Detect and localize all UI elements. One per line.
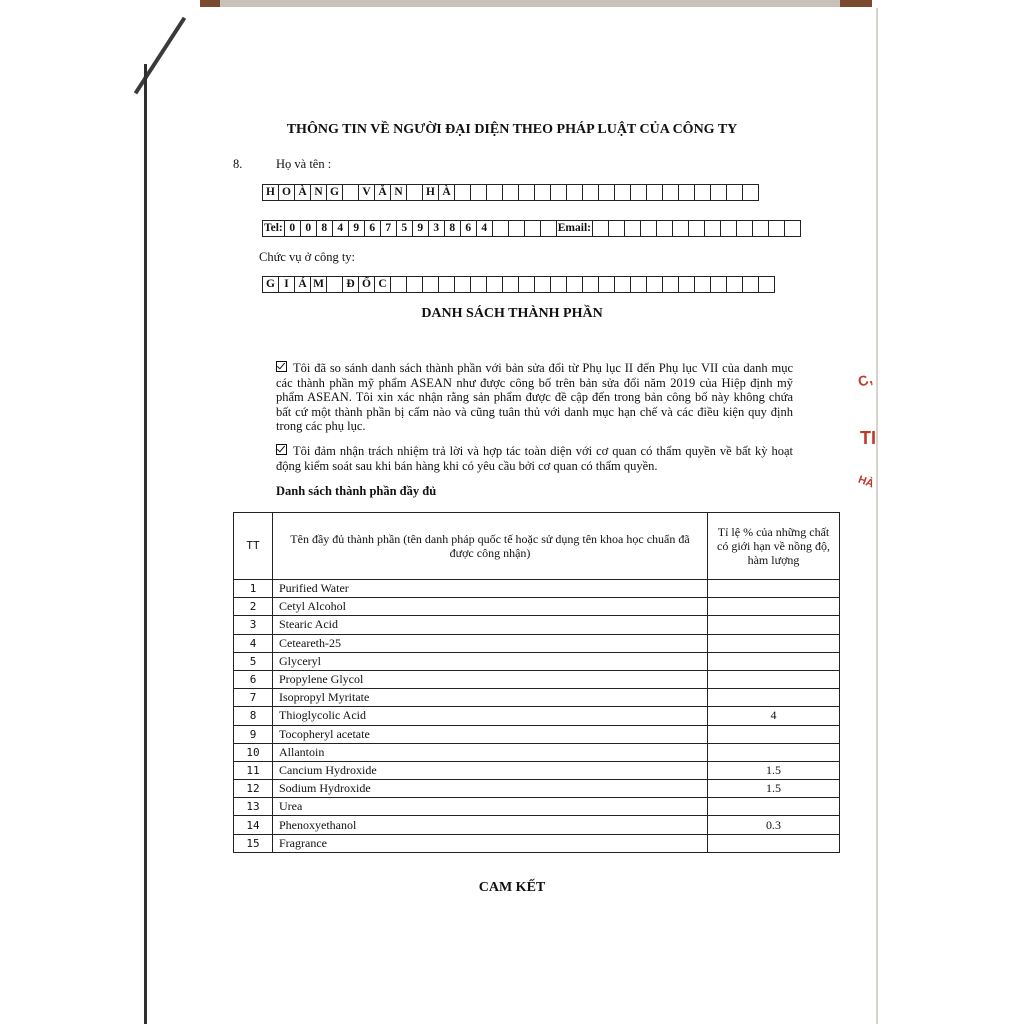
letter-box[interactable] — [710, 184, 727, 201]
ingredient-name: Cetyl Alcohol — [273, 598, 708, 616]
table-row — [234, 816, 840, 834]
scan-edge-top-mark — [200, 0, 220, 7]
letter-box[interactable] — [470, 276, 487, 293]
ingredient-name: Purified Water — [273, 580, 708, 598]
letter-box[interactable]: C — [374, 276, 391, 293]
letter-box[interactable] — [678, 184, 695, 201]
ingredient-name: Propylene Glycol — [273, 670, 708, 688]
letter-box[interactable] — [742, 184, 759, 201]
row-number: 2 — [234, 598, 273, 616]
table-row — [234, 670, 840, 688]
declaration-1-text: Tôi đã so sánh danh sách thành phần với bản sửa đổi từ Phụ lục II đến Phụ lục VII của danh mục các thành phần mỹ phẩm ASEAN như được công bố trên bản sửa đổi năm 2019 của Hiệp định mỹ phẩm ASEAN. Tôi xin xác nhận rằng sản phẩm được đề cập đến trong bản công bố này không chứa bất cứ một thành phần bị cấm nào và cũng tuân thủ với danh mục hạn chế và các điều kiện quy định trong các phụ lục. — [276, 361, 793, 434]
row-number: 1 — [234, 580, 273, 598]
letter-box[interactable] — [736, 220, 753, 237]
letter-box[interactable] — [598, 276, 615, 293]
scan-edge-top — [200, 0, 870, 7]
ingredient-name: Phenoxyethanol — [273, 816, 708, 834]
ingredient-name: Sodium Hydroxide — [273, 780, 708, 798]
letter-box[interactable] — [662, 276, 679, 293]
scan-edge-right — [876, 8, 878, 1024]
ingredient-percent — [708, 670, 840, 688]
ingredient-name: Ceteareth-25 — [273, 634, 708, 652]
ingredient-percent — [708, 725, 840, 743]
letter-box[interactable] — [508, 220, 525, 237]
letter-box[interactable] — [406, 184, 423, 201]
ingredient-name: Tocopheryl acetate — [273, 725, 708, 743]
letter-box[interactable] — [614, 184, 631, 201]
letter-box[interactable]: G — [326, 184, 343, 201]
letter-box[interactable]: 9 — [348, 220, 365, 237]
declaration-2 — [276, 444, 793, 473]
contact-box-grid — [262, 220, 800, 236]
declaration-2-text: Tôi đảm nhận trách nhiệm trả lời và hợp tác toàn diện với cơ quan có thẩm quyền về bất kỳ hoạt động kiểm soát sau khi bán hàng khi có yêu cầu bởi cơ quan có thẩm quyền. — [276, 444, 793, 473]
letter-box[interactable]: 4 — [476, 220, 493, 237]
table-row — [234, 652, 840, 670]
ingredient-percent — [708, 634, 840, 652]
letter-box[interactable] — [630, 184, 647, 201]
ingredient-percent: 4 — [708, 707, 840, 725]
ingredient-name: Glyceryl — [273, 652, 708, 670]
letter-box[interactable]: H — [422, 184, 439, 201]
ingredient-percent — [708, 598, 840, 616]
ingredient-percent — [708, 743, 840, 761]
ingredient-table — [233, 512, 840, 853]
letter-box[interactable] — [486, 184, 503, 201]
ingredient-name: Stearic Acid — [273, 616, 708, 634]
letter-box[interactable] — [524, 220, 541, 237]
item-number: 8. — [233, 157, 243, 171]
position-label: Chức vụ ở công ty: — [259, 250, 356, 264]
table-row — [234, 780, 840, 798]
letter-box[interactable] — [694, 184, 711, 201]
column-header-percent: Tỉ lệ % của những chất có giới hạn về nồng độ, hàm lượng — [708, 513, 840, 580]
letter-box[interactable] — [742, 276, 759, 293]
letter-box[interactable]: Á — [294, 276, 311, 293]
letter-box[interactable] — [534, 184, 551, 201]
letter-box[interactable]: G — [262, 276, 279, 293]
declaration-1 — [276, 361, 793, 434]
name-label: Họ và tên : — [276, 157, 332, 171]
column-header-no: TT — [234, 513, 273, 580]
ingredient-percent — [708, 652, 840, 670]
letter-box[interactable]: 3 — [428, 220, 445, 237]
ingredient-name: Cancium Hydroxide — [273, 761, 708, 779]
letter-box[interactable] — [406, 276, 423, 293]
ingredient-name: Thioglycolic Acid — [273, 707, 708, 725]
ingredient-percent — [708, 580, 840, 598]
letter-box[interactable] — [726, 276, 743, 293]
letter-box[interactable]: 4 — [332, 220, 349, 237]
letter-box[interactable] — [592, 220, 609, 237]
letter-box[interactable]: 5 — [396, 220, 413, 237]
letter-box[interactable] — [694, 276, 711, 293]
letter-box[interactable] — [422, 276, 439, 293]
letter-box[interactable] — [678, 276, 695, 293]
letter-box[interactable] — [470, 184, 487, 201]
email-box-grid[interactable] — [592, 220, 800, 236]
section-title-representative: THÔNG TIN VỀ NGƯỜI ĐẠI DIỆN THEO PHÁP LUẬT CỦA CÔNG TY — [286, 122, 738, 137]
table-row — [234, 761, 840, 779]
letter-box[interactable]: 0 — [284, 220, 301, 237]
email-label: Email: — [556, 220, 593, 237]
letter-box[interactable] — [566, 276, 583, 293]
letter-box[interactable] — [540, 220, 557, 237]
letter-box[interactable]: Đ — [342, 276, 359, 293]
row-number: 3 — [234, 616, 273, 634]
letter-box[interactable]: 8 — [444, 220, 461, 237]
letter-box[interactable] — [582, 184, 599, 201]
row-number: 13 — [234, 798, 273, 816]
ingredient-percent: 1.5 — [708, 761, 840, 779]
table-row — [234, 580, 840, 598]
scan-edge-left — [144, 64, 147, 1024]
letter-box[interactable] — [550, 184, 567, 201]
table-row — [234, 634, 840, 652]
letter-box[interactable] — [550, 276, 567, 293]
checkbox-checked-icon[interactable] — [276, 444, 287, 455]
table-row — [234, 834, 840, 852]
letter-box[interactable] — [726, 184, 743, 201]
ingredient-percent: 1.5 — [708, 780, 840, 798]
letter-box[interactable] — [390, 276, 407, 293]
letter-box[interactable]: M — [310, 276, 327, 293]
row-number: 11 — [234, 761, 273, 779]
letter-box[interactable] — [518, 276, 535, 293]
checkbox-checked-icon[interactable] — [276, 361, 287, 372]
table-row — [234, 743, 840, 761]
letter-box[interactable]: H — [262, 184, 279, 201]
letter-box[interactable] — [624, 220, 641, 237]
table-row — [234, 598, 840, 616]
letter-box[interactable] — [438, 276, 455, 293]
letter-box[interactable] — [342, 184, 359, 201]
letter-box[interactable]: 0 — [300, 220, 317, 237]
letter-box[interactable] — [608, 220, 625, 237]
letter-box[interactable] — [502, 276, 519, 293]
letter-box[interactable] — [598, 184, 615, 201]
tel-label: Tel: — [262, 220, 285, 237]
section-title-ingredients: DANH SÁCH THÀNH PHẦN — [421, 306, 603, 321]
letter-box[interactable] — [534, 276, 551, 293]
ingredient-percent — [708, 798, 840, 816]
ingredient-name: Isopropyl Myritate — [273, 689, 708, 707]
ingredient-percent — [708, 689, 840, 707]
letter-box[interactable] — [784, 220, 801, 237]
letter-box[interactable]: N — [390, 184, 407, 201]
table-row — [234, 689, 840, 707]
letter-box[interactable] — [646, 184, 663, 201]
letter-box[interactable] — [758, 276, 775, 293]
letter-box[interactable] — [518, 184, 535, 201]
position-box-grid[interactable] — [262, 276, 774, 292]
letter-box[interactable] — [704, 220, 721, 237]
letter-box[interactable]: V — [358, 184, 375, 201]
letter-box[interactable] — [326, 276, 343, 293]
scan-edge-top-mark — [840, 0, 872, 7]
letter-box[interactable] — [502, 184, 519, 201]
row-number: 8 — [234, 707, 273, 725]
letter-box[interactable]: 8 — [316, 220, 333, 237]
letter-box[interactable] — [752, 220, 769, 237]
letter-box[interactable]: I — [278, 276, 295, 293]
scan-folded-corner — [134, 17, 186, 95]
letter-box[interactable] — [768, 220, 785, 237]
letter-box[interactable] — [646, 276, 663, 293]
red-stamp-fragment: TI — [860, 428, 876, 448]
letter-box[interactable] — [656, 220, 673, 237]
letter-box[interactable] — [662, 184, 679, 201]
letter-box[interactable]: 7 — [380, 220, 397, 237]
tel-box-grid[interactable] — [284, 220, 556, 236]
letter-box[interactable]: 9 — [412, 220, 429, 237]
row-number: 12 — [234, 780, 273, 798]
table-row — [234, 798, 840, 816]
letter-box[interactable] — [454, 276, 471, 293]
letter-box[interactable]: Ă — [374, 184, 391, 201]
letter-box[interactable] — [672, 220, 689, 237]
ingredient-percent — [708, 616, 840, 634]
letter-box[interactable] — [640, 220, 657, 237]
letter-box[interactable] — [582, 276, 599, 293]
letter-box[interactable]: À — [438, 184, 455, 201]
letter-box[interactable] — [486, 276, 503, 293]
row-number: 5 — [234, 652, 273, 670]
letter-box[interactable]: Ố — [358, 276, 375, 293]
row-number: 10 — [234, 743, 273, 761]
row-number: 6 — [234, 670, 273, 688]
letter-box[interactable]: O — [278, 184, 295, 201]
red-stamp-fragment: HÀ — [856, 473, 876, 491]
ingredient-name: Fragrance — [273, 834, 708, 852]
ingredient-percent — [708, 834, 840, 852]
row-number: 9 — [234, 725, 273, 743]
table-row — [234, 725, 840, 743]
letter-box[interactable]: À — [294, 184, 311, 201]
table-header-row — [234, 513, 840, 580]
letter-box[interactable] — [688, 220, 705, 237]
row-number: 4 — [234, 634, 273, 652]
letter-box[interactable] — [454, 184, 471, 201]
row-number: 14 — [234, 816, 273, 834]
ingredient-name: Urea — [273, 798, 708, 816]
ingredient-name: Allantoin — [273, 743, 708, 761]
red-stamp-fragment: C, — [855, 370, 875, 390]
column-header-name: Tên đầy đủ thành phần (tên danh pháp quốc tế hoặc sử dụng tên khoa học chuẩn đã được công nhận) — [273, 513, 708, 580]
ingredient-percent: 0.3 — [708, 816, 840, 834]
letter-box[interactable] — [720, 220, 737, 237]
letter-box[interactable] — [710, 276, 727, 293]
letter-box[interactable] — [630, 276, 647, 293]
letter-box[interactable]: 6 — [460, 220, 477, 237]
table-row — [234, 707, 840, 725]
ingredient-table-body — [234, 580, 840, 853]
letter-box[interactable]: 6 — [364, 220, 381, 237]
letter-box[interactable] — [566, 184, 583, 201]
letter-box[interactable] — [614, 276, 631, 293]
section-title-commitment: CAM KẾT — [478, 880, 546, 895]
letter-box[interactable] — [492, 220, 509, 237]
letter-box[interactable]: N — [310, 184, 327, 201]
row-number: 7 — [234, 689, 273, 707]
row-number: 15 — [234, 834, 273, 852]
table-row — [234, 616, 840, 634]
name-box-grid[interactable] — [262, 184, 758, 200]
ingredient-list-heading: Danh sách thành phần đầy đủ — [276, 484, 437, 498]
